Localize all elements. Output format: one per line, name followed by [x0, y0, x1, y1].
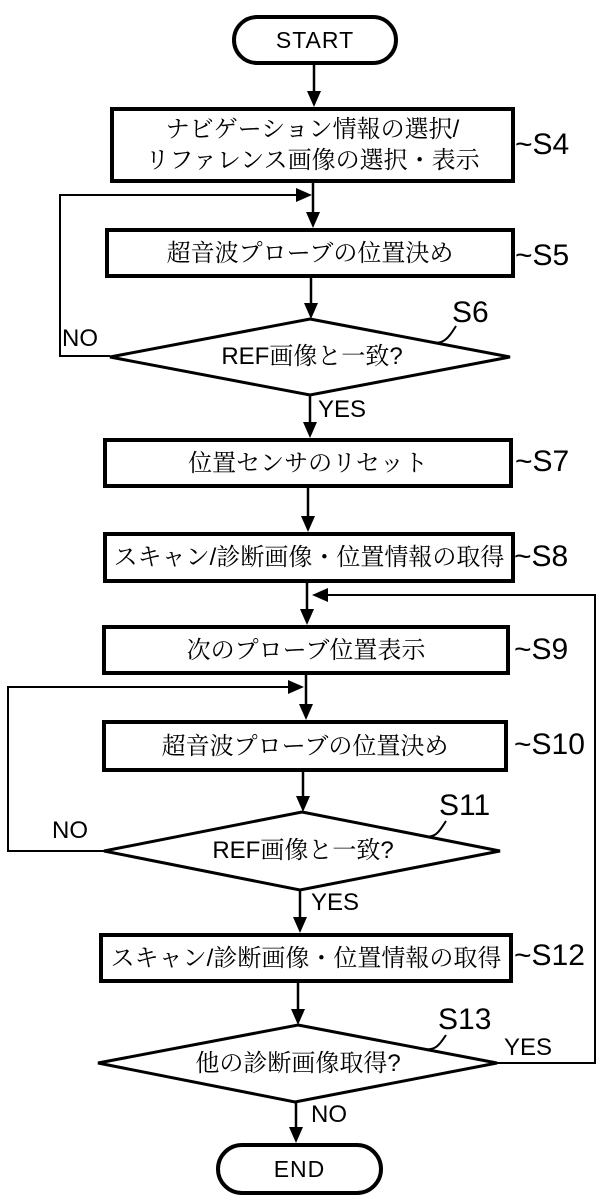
process-s7 [103, 438, 513, 488]
process-s12-label: スキャン/診断画像・位置情報の取得 [110, 944, 502, 972]
branch-label-no-s13: NO [311, 1101, 347, 1128]
branch-label-yes-s13: YES [504, 1034, 553, 1061]
branch-label-no-s11: NO [52, 817, 88, 844]
edge-s10-s11 [296, 772, 310, 812]
step-tag-s5: ~S5 [515, 239, 570, 272]
edge-s6-s7-yes [303, 395, 317, 438]
step-tag-s7: ~S7 [515, 445, 570, 478]
edge-s4-s5 [306, 183, 320, 228]
process-s5-label: 超音波プローブの位置決め [166, 239, 454, 267]
process-s4-text [145, 114, 479, 176]
step-tag-s13: S13 [438, 1003, 492, 1036]
process-s5 [105, 228, 515, 278]
process-s4 [110, 107, 515, 183]
leader-s11 [424, 821, 446, 837]
end-node [216, 1143, 383, 1195]
step-tag-s10: ~S10 [514, 728, 585, 761]
edge-start-s4 [307, 65, 321, 107]
edge-s9-s10 [299, 675, 313, 720]
process-s9-label: 次のプローブ位置表示 [186, 636, 426, 664]
end-label: END [273, 1155, 326, 1182]
process-s8 [103, 532, 515, 583]
process-s12 [99, 933, 513, 983]
edge-s8-s9 [300, 583, 314, 625]
decision-s11-label: REF画像と一致? [212, 837, 394, 864]
step-tag-s8: ~S8 [514, 540, 569, 573]
edge-s11-s12-yes [293, 890, 307, 933]
edge-s12-s13 [291, 983, 305, 1025]
decision-s6-label: REF画像と一致? [221, 343, 403, 370]
process-s7-label: 位置センサのリセット [188, 449, 428, 477]
step-tag-s4: ~S4 [515, 128, 570, 161]
edge-s7-s8 [301, 488, 315, 532]
start-node [232, 15, 398, 65]
branch-label-no-s6: NO [62, 325, 98, 352]
leader-s13 [424, 1035, 446, 1049]
process-s10-label: 超音波プローブの位置決め [161, 732, 449, 760]
step-tag-s6: S6 [452, 296, 489, 329]
decision-s13-label: 他の診断画像取得? [195, 1050, 401, 1077]
branch-label-yes-s11: YES [311, 889, 360, 916]
process-s8-label: スキャン/診断画像・位置情報の取得 [113, 544, 505, 571]
step-tag-s11: S11 [439, 789, 491, 822]
step-tag-s9: ~S9 [514, 633, 569, 666]
branch-label-yes-s6: YES [318, 396, 367, 423]
process-s10 [102, 720, 508, 772]
edge-s13-end-no [289, 1102, 303, 1143]
process-s9 [102, 625, 510, 675]
process-s4-line1: ナビゲーション情報の選択/ [165, 116, 460, 143]
start-label: START [275, 26, 355, 53]
edge-s5-s6 [304, 278, 318, 319]
process-s4-line2: リファレンス画像の選択・表示 [145, 147, 480, 174]
step-tag-s12: ~S12 [514, 939, 585, 972]
